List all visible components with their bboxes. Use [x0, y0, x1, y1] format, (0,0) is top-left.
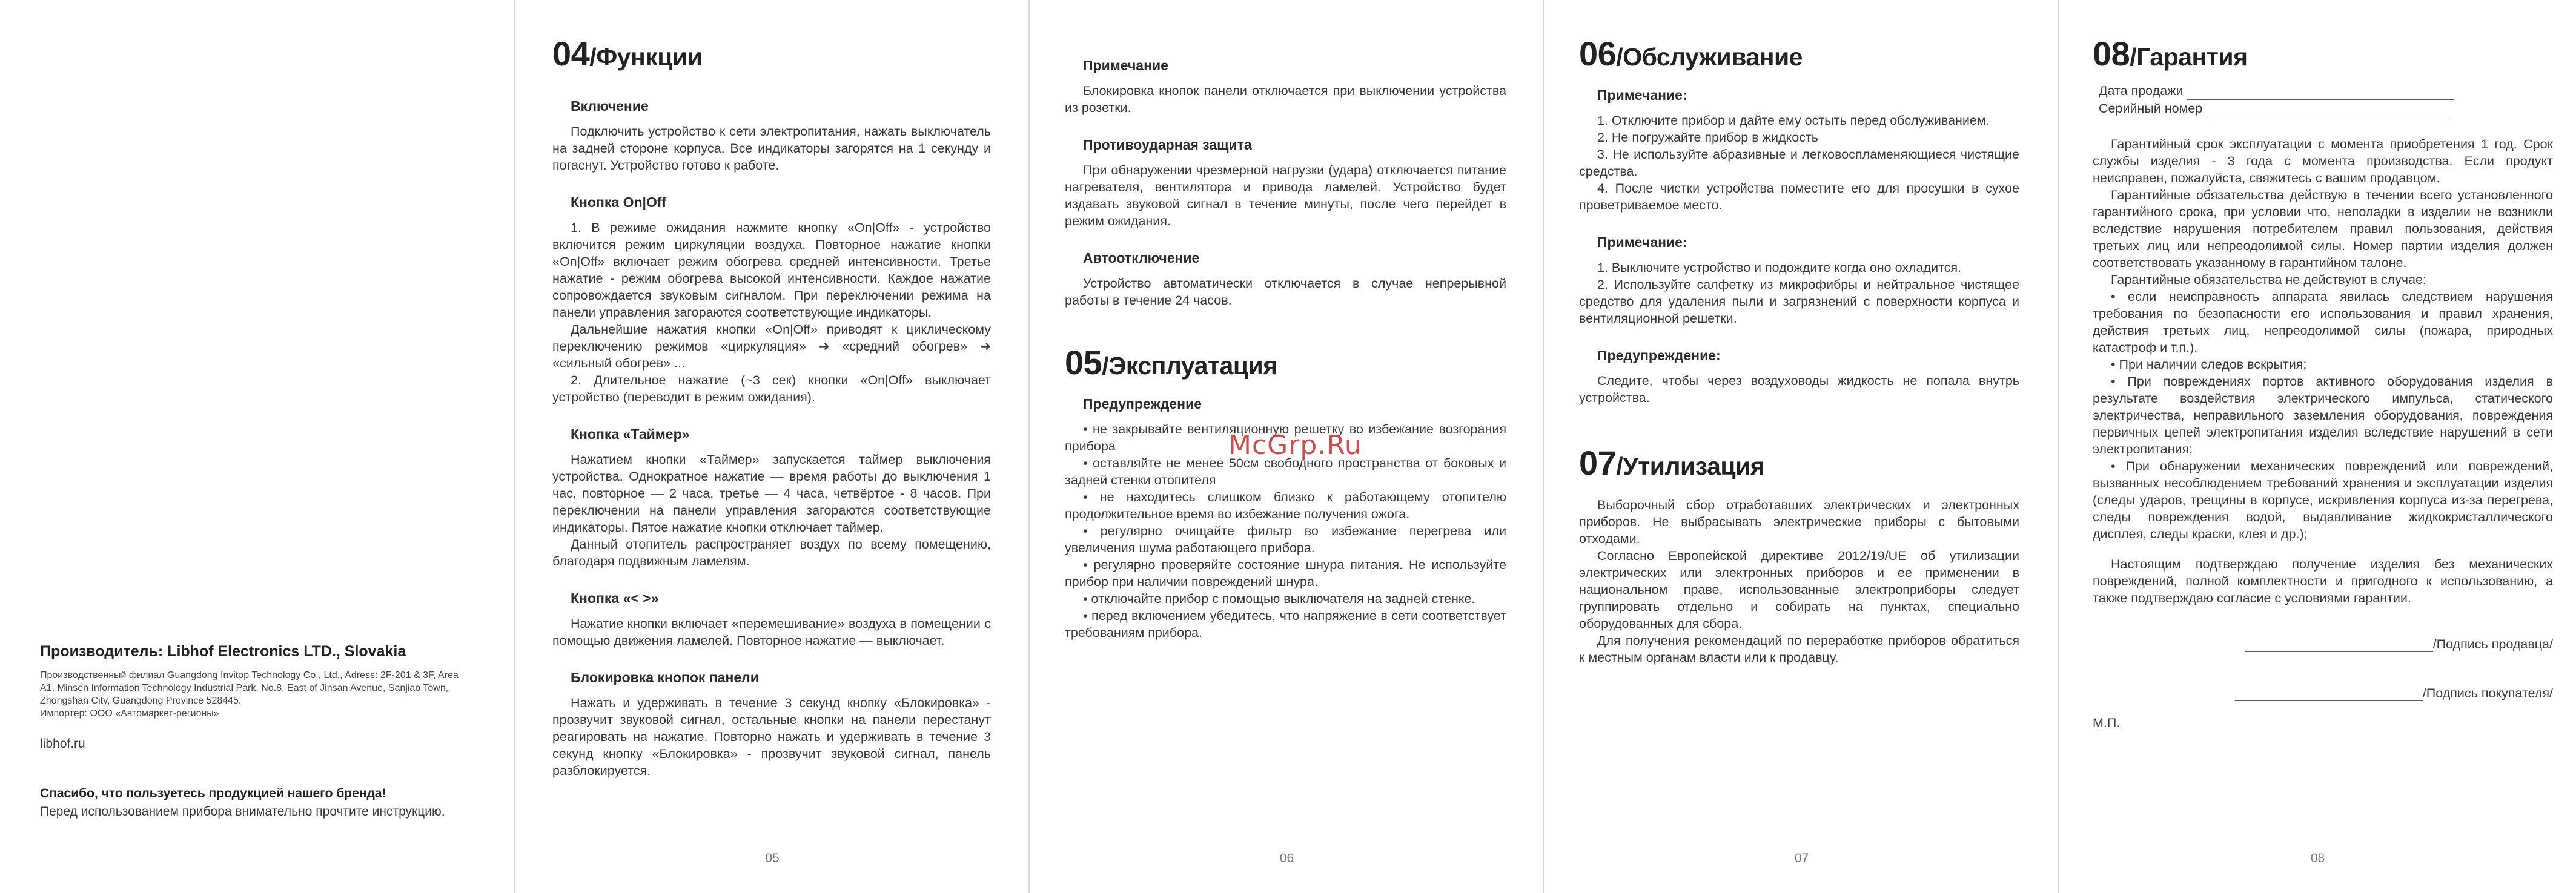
warning-item: • регулярно проверяйте состояние шнура питания. Не используйте прибор при наличии повреждений шнура. — [1065, 558, 1506, 590]
block-disposal — [1579, 496, 2019, 666]
block-text: При обнаружении чрезмерной нагрузки (удара) отключается питание нагревателя, вентилятора и привода ламелей. Устройство будет издавать звуковой сигнал в течение минуты, после чего перейдет в режим ожидания. — [1065, 163, 1506, 228]
page-number: 08 — [2310, 851, 2325, 865]
block-title: Блокировка кнопок панели — [571, 670, 759, 686]
block-note — [1065, 58, 1506, 116]
block-title: Автоотключение — [1083, 250, 1200, 266]
block-onoff-button — [552, 194, 991, 406]
page-07 — [1544, 0, 2059, 893]
block-text: Блокировка кнопок панели отключается при выключении устройства из розетки. — [1065, 84, 1506, 115]
block-text: Нажатием кнопки «Таймер» запускается таймер выключения устройства. Однократное нажатие — время работы до выключения 1 час, повторное — 2 часа, третье — 4 часа, четвёртое - 8 часов. При переключении на панели управления загораются соответствующие индикаторы. Пятое нажатие кнопки отключает таймер. — [552, 452, 991, 535]
block-title: Предупреждение: — [1597, 348, 1721, 364]
block-note-2 — [1579, 234, 2019, 327]
thanks-text: Спасибо, что пользуетесь продукцией нашего бренда! — [40, 786, 386, 800]
block-text: Нажатие кнопки включает «перемешивание» воздуха в помещении с помощью движения ламелей. Повторное нажатие — выключает. — [552, 616, 991, 648]
block-shock-protection — [1065, 137, 1506, 229]
warning-item: • не закрывайте вентиляционную решетку во избежание возгорания прибора — [1065, 422, 1506, 454]
note-item: 3. Не используйте абразивные и легковоспламеняющиеся чистящие средства. — [1579, 147, 2019, 179]
block-title: Примечание: — [1597, 87, 1687, 104]
section-heading-disposal: 07/Утилизация — [1579, 444, 1765, 483]
block-text: Дальнейшие нажатия кнопки «On|Off» приводят к циклическому переключению режимов «циркуляция» ➜ «средний обогрев» ➜ «сильный обогрев» ... — [552, 322, 991, 371]
page-07-content — [1579, 33, 2019, 845]
warning-item: • оставляйте не менее 50см свободного пространства от боковых и задней стенки отопителя — [1065, 456, 1506, 488]
manufacturer-address: Производственный филиал Guangdong Invitop Technology Co., Ltd., Adress: 2F-201 & 3F, Area A1, Minsen Information Technology Industrial Park, No.8, East of Jinsan Avenue, Sanjiao Town, Zhongshan City, Guangdong Province 528445. — [40, 670, 459, 706]
block-text: Следите, чтобы через воздуховоды жидкость не попала внутрь устройства. — [1579, 374, 2019, 406]
page-05 — [515, 0, 1030, 893]
note-item: 2. Используйте салфетку из микрофибры и нейтральное чистящее средство для удаления пыли и загрязнений с поверхности корпуса и вентиляционной решетки. — [1579, 277, 2019, 326]
section-heading-warranty: 08/Гарантия — [2093, 35, 2248, 73]
website-link[interactable]: libhof.ru — [40, 737, 85, 751]
manufacturer-block — [40, 643, 472, 820]
buyer-signature-field[interactable] — [2093, 686, 2553, 701]
page-number: 07 — [1794, 851, 1809, 865]
block-swing-button — [552, 590, 991, 649]
block-title: Примечание — [1083, 58, 1168, 73]
block-text: 2. Длительное нажатие (~3 сек) кнопки «On|Off» выключает устройство (переводит в режим ожидания). — [552, 373, 991, 405]
block-power-on — [552, 98, 991, 174]
block-panel-lock — [552, 670, 991, 779]
stamp-label: М.П. — [2093, 716, 2121, 731]
back-cover-panel — [0, 0, 515, 893]
section-heading-functions: 04/Функции — [552, 35, 703, 73]
note-item: 2. Не погружайте прибор в жидкость — [1597, 130, 1818, 145]
block-text: Нажать и удерживать в течение 3 секунд кнопку «Блокировка» - прозвучит звуковой сигнал, остальные кнопки на панели перестанут реагировать на нажатие. Повторно нажать и удерживать в течение 3 секунд кнопку «Блокировка» - прозвучит звуковой сигнал, панель разблокируется. — [552, 696, 991, 779]
block-title: Включение — [571, 98, 649, 114]
warranty-text: • При повреждениях портов активного оборудования изделия в результате воздействия электрического импульса, статического электричества, неправильного заземления оборудования, повреждения первичных цепей электропитания изделия вследствие нарушений в сети электропитания; — [2093, 374, 2553, 457]
buyer-signature-line[interactable] — [2235, 687, 2423, 701]
note-item: 1. Отключите прибор и дайте ему остыть перед обслуживанием. — [1597, 113, 1990, 128]
serial-number-field[interactable] — [2093, 100, 2553, 117]
block-title: Кнопка «Таймер» — [571, 426, 690, 443]
page-08-content — [2093, 33, 2553, 845]
manufacturer-title: Производитель: Libhof Electronics LTD., Slovakia — [40, 643, 406, 660]
note-item: 4. После чистки устройства поместите его для просушки в сухое проветриваемое место. — [1579, 181, 2019, 213]
serial-number-label: Серийный номер — [2099, 101, 2203, 116]
block-auto-off — [1065, 250, 1506, 309]
note-item: 1. Выключите устройство и подождите когда оно охладится. — [1597, 260, 1962, 275]
block-text: Данный отопитель распространяет воздух по всему помещению, благодаря подвижным ламелям. — [552, 537, 991, 569]
block-title: Предупреждение — [1083, 396, 1202, 412]
disposal-text: Согласно Европейской директиве 2012/19/UE об утилизации электрических или электронных приборов и ее применении в национальном праве, использованные электроприборы следует группировать отдельно и собирать на пунктах, специально оборудованных для сбора. — [1579, 549, 2019, 631]
disposal-text: Для получения рекомендаций по переработке приборов обратиться к местным органам власти или к продавцу. — [1579, 633, 2019, 665]
warranty-text: • если неисправность аппарата явилась следствием нарушения требования по безопасности его использования и правил хранения, действия третьих лиц, непреодолимой силы (пожара, природных катастроф и т.п.). — [2093, 289, 2553, 355]
serial-number-line[interactable] — [2206, 104, 2448, 117]
warning-item: • не находитесь слишком близко к работающему отопителю продолжительное время во избежание получения ожога. — [1065, 490, 1506, 522]
section-heading-maintenance: 06/Обслуживание — [1579, 35, 1803, 73]
buyer-signature-label: /Подпись покупателя/ — [2422, 686, 2553, 701]
seller-signature-field[interactable] — [2093, 637, 2553, 652]
watermark: McGrp.Ru — [1228, 430, 1362, 461]
disposal-text: Выборочный сбор отработавших электрических и электронных приборов. Не выбрасывать электрические приборы с бытовыми отходами. — [1579, 498, 2019, 547]
sale-date-field[interactable] — [2093, 82, 2553, 100]
warranty-text: Гарантийные обязательства не действуют в случае: — [2111, 272, 2427, 288]
block-text: Подключить устройство к сети электропитания, нажать выключатель на задней стороне корпуса. Все индикаторы загорятся на 1 секунду и погаснут. Устройство готово к работе. — [552, 124, 991, 173]
block-text: 1. В режиме ожидания нажмите кнопку «On|Off» - устройство включится режим циркуляции воздуха. Повторное нажатие кнопки «On|Off» включает режим обогрева средней интенсивности. Третье нажатие - режим обогрева высокой интенсивности. Каждое нажатие сопровождается звуковым сигналом. При переключении режима на панели управления загораются соответствующие индикаторы. — [552, 220, 991, 320]
sale-date-line[interactable] — [2187, 86, 2454, 100]
warranty-text: Гарантийные обязательства действую в течении всего установленного гарантийного срока, при условии что, неполадки в изделии не возникли вследствие нарушения потребителем правил пользования, действия третьих лиц или непреодолимой силы. Номер партии изделия должен соответствовать указанному в гарантийном талоне. — [2093, 188, 2553, 271]
warranty-text: • При обнаружении механических повреждений или повреждений, вызванных несоблюдением требований хранения и эксплуатации изделия (следы ударов, трещины в корпусе, искривления корпуса из-за перегрева, следы повреждения водой, выдавливание жидкокристаллического дисплея, следы краски, клея и др.); — [2093, 459, 2553, 542]
block-title: Кнопка On|Off — [571, 194, 667, 211]
block-title: Кнопка «< >» — [571, 590, 659, 607]
page-number: 06 — [1279, 851, 1294, 865]
sale-date-label: Дата продажи — [2099, 84, 2184, 99]
warranty-confirmation: Настоящим подтверждаю получение изделия без механических повреждений, полной комплектности и пригодного к использованию, а также подтверждаю согласие с условиями гарантии. — [2093, 557, 2553, 606]
block-title: Примечание: — [1597, 234, 1687, 251]
block-note-1 — [1579, 87, 2019, 214]
block-text: Устройство автоматически отключается в случае непрерывной работы в течение 24 часов. — [1065, 276, 1506, 308]
warranty-text: • При наличии следов вскрытия; — [2111, 357, 2307, 372]
page-number: 05 — [765, 851, 780, 865]
warning-item: • регулярно очищайте фильтр во избежание перегрева или увеличения шума работающего прибора. — [1065, 524, 1506, 556]
seller-signature-label: /Подпись продавца/ — [2432, 637, 2553, 652]
section-heading-operation: 05/Эксплуатация — [1065, 343, 1277, 381]
warranty-text: Гарантийный срок эксплуатации с момента приобретения 1 год. Срок службы изделия - 3 года с момента производства. Если продукт неисправен, пожалуйста, свяжитесь с вашим продавцом. — [2093, 137, 2553, 186]
warning-item: • перед включением убедитесь, что напряжение в сети соответствует требованиям прибора. — [1065, 608, 1506, 641]
page-06 — [1030, 0, 1544, 893]
page-08 — [2059, 0, 2576, 893]
block-title: Противоударная защита — [1083, 137, 1252, 153]
block-timer-button — [552, 426, 991, 570]
warning-item: • отключайте прибор с помощью выключателя на задней стенке. — [1083, 591, 1475, 607]
seller-signature-line[interactable] — [2245, 638, 2433, 652]
page-05-content — [552, 33, 991, 845]
read-instructions-text: Перед использованием прибора внимательно прочтите инструкцию. — [40, 805, 445, 819]
importer-text: Импортер: ООО «Автомаркет-регионы» — [40, 708, 219, 719]
block-warning — [1579, 348, 2019, 406]
